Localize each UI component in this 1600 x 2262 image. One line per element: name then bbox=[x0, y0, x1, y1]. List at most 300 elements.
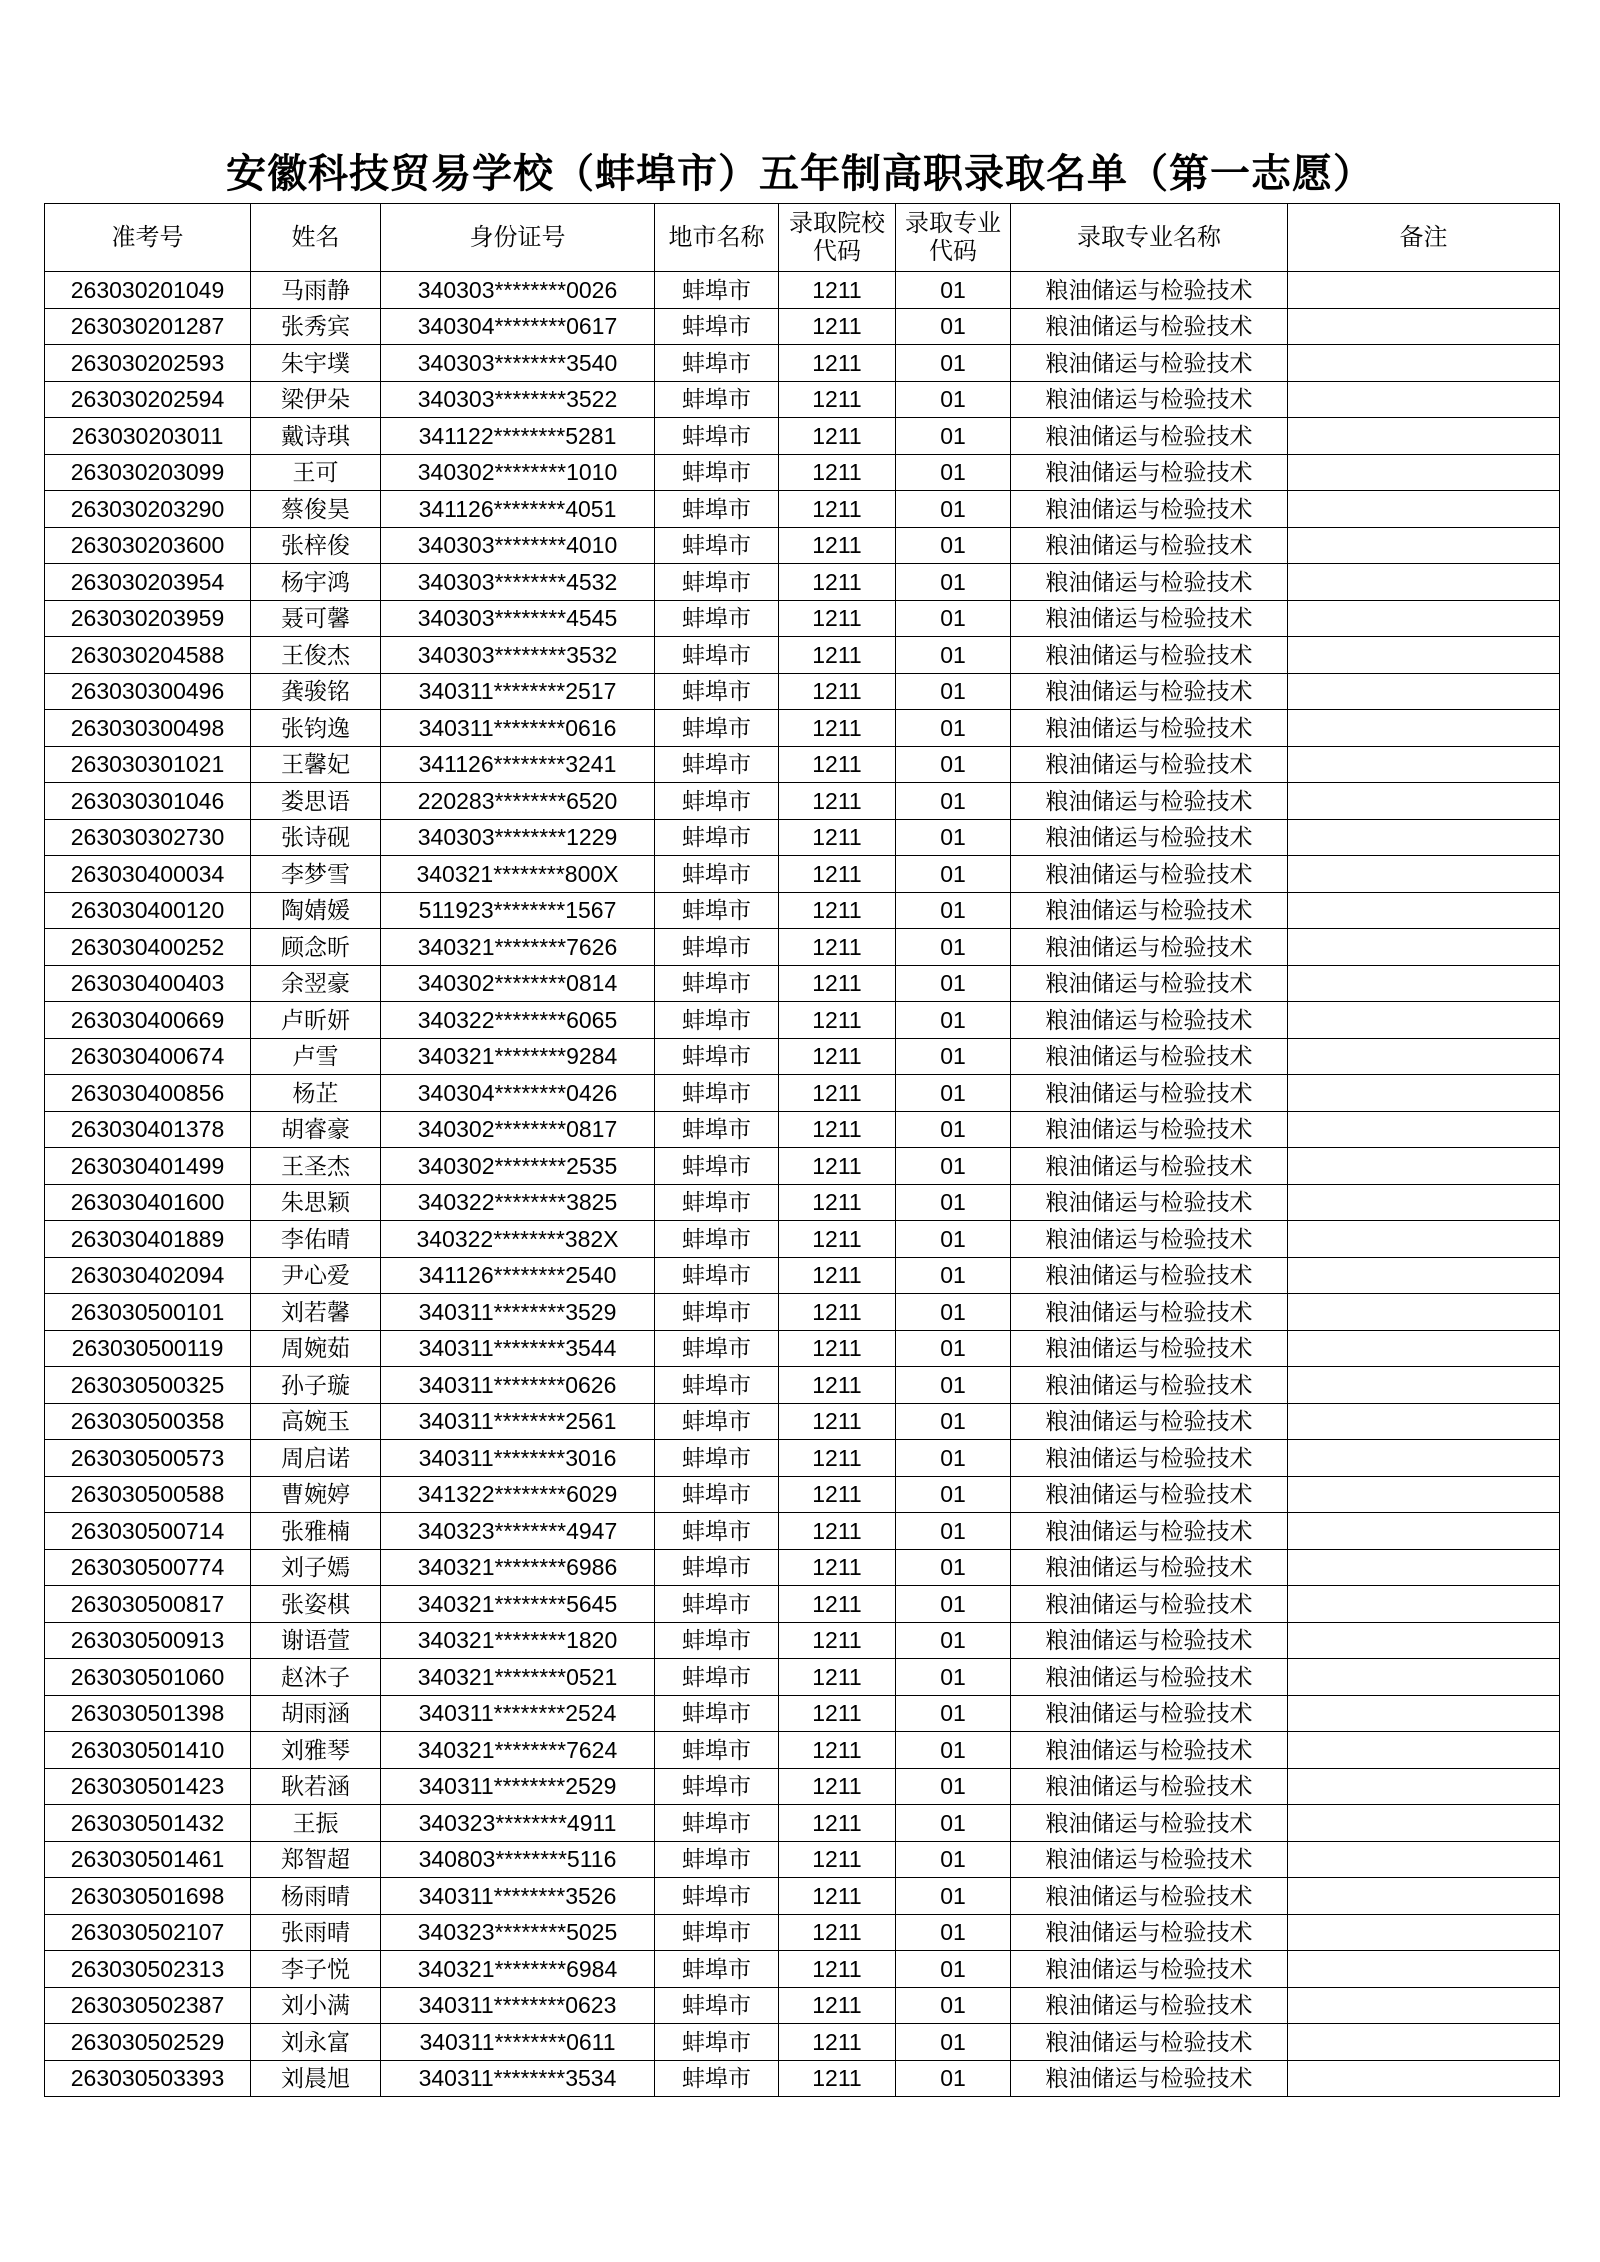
major-name-cell: 粮油储运与检验技术 bbox=[1011, 1841, 1288, 1878]
remarks-cell bbox=[1288, 1549, 1560, 1586]
table-row bbox=[45, 1294, 1560, 1331]
major-name-cell: 粮油储运与检验技术 bbox=[1011, 2060, 1288, 2097]
table-row bbox=[45, 1148, 1560, 1185]
major-name-cell: 粮油储运与检验技术 bbox=[1011, 527, 1288, 564]
exam-number-cell: 263030402094 bbox=[45, 1257, 251, 1294]
major-name-cell: 粮油储运与检验技术 bbox=[1011, 1987, 1288, 2024]
name-cell: 刘晨旭 bbox=[251, 2060, 381, 2097]
school-code-cell: 1211 bbox=[779, 1038, 896, 1075]
table-row bbox=[45, 1841, 1560, 1878]
city-cell: 蚌埠市 bbox=[655, 710, 779, 747]
id-number-cell: 340323********5025 bbox=[381, 1914, 655, 1951]
id-number-cell: 340311********3016 bbox=[381, 1440, 655, 1477]
exam-number-cell: 263030502313 bbox=[45, 1951, 251, 1988]
id-number-cell: 340311********0611 bbox=[381, 2024, 655, 2061]
table-row bbox=[45, 783, 1560, 820]
remarks-cell bbox=[1288, 892, 1560, 929]
id-number-cell: 340322********6065 bbox=[381, 1002, 655, 1039]
school-code-cell: 1211 bbox=[779, 929, 896, 966]
major-code-cell: 01 bbox=[896, 1257, 1011, 1294]
name-cell: 张雨晴 bbox=[251, 1914, 381, 1951]
school-code-cell: 1211 bbox=[779, 1111, 896, 1148]
major-name-cell: 粮油储运与检验技术 bbox=[1011, 1513, 1288, 1550]
major-code-cell: 01 bbox=[896, 819, 1011, 856]
exam-number-cell: 263030203011 bbox=[45, 418, 251, 455]
exam-number-cell: 263030502387 bbox=[45, 1987, 251, 2024]
city-cell: 蚌埠市 bbox=[655, 1440, 779, 1477]
table-row bbox=[45, 1403, 1560, 1440]
header-major-name: 录取专业名称 bbox=[1011, 204, 1288, 272]
table-row bbox=[45, 1440, 1560, 1477]
remarks-cell bbox=[1288, 929, 1560, 966]
city-cell: 蚌埠市 bbox=[655, 1221, 779, 1258]
school-code-cell: 1211 bbox=[779, 1622, 896, 1659]
remarks-cell bbox=[1288, 454, 1560, 491]
city-cell: 蚌埠市 bbox=[655, 1002, 779, 1039]
school-code-cell: 1211 bbox=[779, 819, 896, 856]
exam-number-cell: 263030202594 bbox=[45, 381, 251, 418]
city-cell: 蚌埠市 bbox=[655, 1878, 779, 1915]
id-number-cell: 340311********3534 bbox=[381, 2060, 655, 2097]
table-row bbox=[45, 381, 1560, 418]
major-code-cell: 01 bbox=[896, 856, 1011, 893]
remarks-cell bbox=[1288, 1513, 1560, 1550]
name-cell: 陶婧媛 bbox=[251, 892, 381, 929]
school-code-cell: 1211 bbox=[779, 1586, 896, 1623]
id-number-cell: 340302********0817 bbox=[381, 1111, 655, 1148]
major-code-cell: 01 bbox=[896, 1951, 1011, 1988]
major-code-cell: 01 bbox=[896, 1294, 1011, 1331]
table-row bbox=[45, 272, 1560, 309]
remarks-cell bbox=[1288, 746, 1560, 783]
table-row bbox=[45, 1695, 1560, 1732]
name-cell: 王可 bbox=[251, 454, 381, 491]
exam-number-cell: 263030500714 bbox=[45, 1513, 251, 1550]
city-cell: 蚌埠市 bbox=[655, 1841, 779, 1878]
city-cell: 蚌埠市 bbox=[655, 1695, 779, 1732]
exam-number-cell: 263030203959 bbox=[45, 600, 251, 637]
id-number-cell: 340321********800X bbox=[381, 856, 655, 893]
school-code-cell: 1211 bbox=[779, 1914, 896, 1951]
name-cell: 马雨静 bbox=[251, 272, 381, 309]
school-code-cell: 1211 bbox=[779, 1257, 896, 1294]
remarks-cell bbox=[1288, 2060, 1560, 2097]
remarks-cell bbox=[1288, 1768, 1560, 1805]
name-cell: 谢语萱 bbox=[251, 1622, 381, 1659]
school-code-cell: 1211 bbox=[779, 600, 896, 637]
exam-number-cell: 263030202593 bbox=[45, 345, 251, 382]
remarks-cell bbox=[1288, 1805, 1560, 1842]
exam-number-cell: 263030400403 bbox=[45, 965, 251, 1002]
name-cell: 戴诗琪 bbox=[251, 418, 381, 455]
school-code-cell: 1211 bbox=[779, 892, 896, 929]
major-code-cell: 01 bbox=[896, 1476, 1011, 1513]
header-id-number: 身份证号 bbox=[381, 204, 655, 272]
name-cell: 刘永富 bbox=[251, 2024, 381, 2061]
table-row bbox=[45, 564, 1560, 601]
remarks-cell bbox=[1288, 1148, 1560, 1185]
major-name-cell: 粮油储运与检验技术 bbox=[1011, 308, 1288, 345]
name-cell: 余翌豪 bbox=[251, 965, 381, 1002]
city-cell: 蚌埠市 bbox=[655, 1951, 779, 1988]
city-cell: 蚌埠市 bbox=[655, 1768, 779, 1805]
major-code-cell: 01 bbox=[896, 1732, 1011, 1769]
name-cell: 张秀宾 bbox=[251, 308, 381, 345]
name-cell: 王俊杰 bbox=[251, 637, 381, 674]
id-number-cell: 340304********0426 bbox=[381, 1075, 655, 1112]
school-code-cell: 1211 bbox=[779, 1148, 896, 1185]
remarks-cell bbox=[1288, 1257, 1560, 1294]
remarks-cell bbox=[1288, 1914, 1560, 1951]
table-row bbox=[45, 1111, 1560, 1148]
city-cell: 蚌埠市 bbox=[655, 308, 779, 345]
exam-number-cell: 263030302730 bbox=[45, 819, 251, 856]
remarks-cell bbox=[1288, 1878, 1560, 1915]
exam-number-cell: 263030203600 bbox=[45, 527, 251, 564]
name-cell: 蔡俊昊 bbox=[251, 491, 381, 528]
city-cell: 蚌埠市 bbox=[655, 929, 779, 966]
table-row bbox=[45, 710, 1560, 747]
city-cell: 蚌埠市 bbox=[655, 1732, 779, 1769]
major-name-cell: 粮油储运与检验技术 bbox=[1011, 1878, 1288, 1915]
school-code-cell: 1211 bbox=[779, 527, 896, 564]
name-cell: 杨宇鸿 bbox=[251, 564, 381, 601]
remarks-cell bbox=[1288, 1403, 1560, 1440]
remarks-cell bbox=[1288, 1586, 1560, 1623]
school-code-cell: 1211 bbox=[779, 1841, 896, 1878]
major-code-cell: 01 bbox=[896, 929, 1011, 966]
city-cell: 蚌埠市 bbox=[655, 1148, 779, 1185]
major-code-cell: 01 bbox=[896, 1659, 1011, 1696]
remarks-cell bbox=[1288, 637, 1560, 674]
city-cell: 蚌埠市 bbox=[655, 491, 779, 528]
major-code-cell: 01 bbox=[896, 564, 1011, 601]
name-cell: 胡睿豪 bbox=[251, 1111, 381, 1148]
major-code-cell: 01 bbox=[896, 1330, 1011, 1367]
id-number-cell: 340321********0521 bbox=[381, 1659, 655, 1696]
city-cell: 蚌埠市 bbox=[655, 1038, 779, 1075]
remarks-cell bbox=[1288, 1659, 1560, 1696]
id-number-cell: 340321********5645 bbox=[381, 1586, 655, 1623]
school-code-cell: 1211 bbox=[779, 1184, 896, 1221]
school-code-cell: 1211 bbox=[779, 1440, 896, 1477]
header-city: 地市名称 bbox=[655, 204, 779, 272]
remarks-cell bbox=[1288, 1184, 1560, 1221]
table-row bbox=[45, 418, 1560, 455]
exam-number-cell: 263030500101 bbox=[45, 1294, 251, 1331]
major-code-cell: 01 bbox=[896, 1914, 1011, 1951]
remarks-cell bbox=[1288, 381, 1560, 418]
exam-number-cell: 263030500913 bbox=[45, 1622, 251, 1659]
major-code-cell: 01 bbox=[896, 1367, 1011, 1404]
name-cell: 李佑晴 bbox=[251, 1221, 381, 1258]
major-name-cell: 粮油储运与检验技术 bbox=[1011, 1732, 1288, 1769]
major-name-cell: 粮油储运与检验技术 bbox=[1011, 1768, 1288, 1805]
id-number-cell: 341126********4051 bbox=[381, 491, 655, 528]
table-row bbox=[45, 2024, 1560, 2061]
remarks-cell bbox=[1288, 308, 1560, 345]
exam-number-cell: 263030204588 bbox=[45, 637, 251, 674]
table-row bbox=[45, 892, 1560, 929]
school-code-cell: 1211 bbox=[779, 1987, 896, 2024]
id-number-cell: 340302********2535 bbox=[381, 1148, 655, 1185]
table-row bbox=[45, 491, 1560, 528]
major-name-cell: 粮油储运与检验技术 bbox=[1011, 1184, 1288, 1221]
remarks-cell bbox=[1288, 1038, 1560, 1075]
table-body bbox=[45, 272, 1560, 2097]
remarks-cell bbox=[1288, 856, 1560, 893]
school-code-cell: 1211 bbox=[779, 1403, 896, 1440]
city-cell: 蚌埠市 bbox=[655, 637, 779, 674]
school-code-cell: 1211 bbox=[779, 1221, 896, 1258]
remarks-cell bbox=[1288, 564, 1560, 601]
city-cell: 蚌埠市 bbox=[655, 527, 779, 564]
school-code-cell: 1211 bbox=[779, 783, 896, 820]
header-major-code: 录取专业代码 bbox=[896, 204, 1011, 272]
major-code-cell: 01 bbox=[896, 272, 1011, 309]
city-cell: 蚌埠市 bbox=[655, 345, 779, 382]
id-number-cell: 340323********4911 bbox=[381, 1805, 655, 1842]
name-cell: 曹婉婷 bbox=[251, 1476, 381, 1513]
table-row bbox=[45, 856, 1560, 893]
major-name-cell: 粮油储运与检验技术 bbox=[1011, 1367, 1288, 1404]
major-name-cell: 粮油储运与检验技术 bbox=[1011, 819, 1288, 856]
school-code-cell: 1211 bbox=[779, 1476, 896, 1513]
major-name-cell: 粮油储运与检验技术 bbox=[1011, 1586, 1288, 1623]
name-cell: 王振 bbox=[251, 1805, 381, 1842]
table-row bbox=[45, 1914, 1560, 1951]
table-row bbox=[45, 746, 1560, 783]
id-number-cell: 340303********4532 bbox=[381, 564, 655, 601]
major-name-cell: 粮油储运与检验技术 bbox=[1011, 381, 1288, 418]
school-code-cell: 1211 bbox=[779, 2024, 896, 2061]
name-cell: 龚骏铭 bbox=[251, 673, 381, 710]
major-name-cell: 粮油储运与检验技术 bbox=[1011, 1075, 1288, 1112]
name-cell: 周启诺 bbox=[251, 1440, 381, 1477]
remarks-cell bbox=[1288, 1476, 1560, 1513]
major-code-cell: 01 bbox=[896, 1695, 1011, 1732]
id-number-cell: 340803********5116 bbox=[381, 1841, 655, 1878]
city-cell: 蚌埠市 bbox=[655, 1513, 779, 1550]
school-code-cell: 1211 bbox=[779, 1768, 896, 1805]
remarks-cell bbox=[1288, 1622, 1560, 1659]
school-code-cell: 1211 bbox=[779, 856, 896, 893]
city-cell: 蚌埠市 bbox=[655, 1184, 779, 1221]
city-cell: 蚌埠市 bbox=[655, 1586, 779, 1623]
major-code-cell: 01 bbox=[896, 710, 1011, 747]
city-cell: 蚌埠市 bbox=[655, 1330, 779, 1367]
major-code-cell: 01 bbox=[896, 1549, 1011, 1586]
major-name-cell: 粮油储运与检验技术 bbox=[1011, 345, 1288, 382]
id-number-cell: 340323********4947 bbox=[381, 1513, 655, 1550]
id-number-cell: 340322********382X bbox=[381, 1221, 655, 1258]
city-cell: 蚌埠市 bbox=[655, 1294, 779, 1331]
remarks-cell bbox=[1288, 491, 1560, 528]
major-code-cell: 01 bbox=[896, 1440, 1011, 1477]
major-code-cell: 01 bbox=[896, 1768, 1011, 1805]
remarks-cell bbox=[1288, 783, 1560, 820]
id-number-cell: 511923********1567 bbox=[381, 892, 655, 929]
table-row bbox=[45, 1038, 1560, 1075]
table-row bbox=[45, 819, 1560, 856]
id-number-cell: 340321********6986 bbox=[381, 1549, 655, 1586]
exam-number-cell: 263030503393 bbox=[45, 2060, 251, 2097]
exam-number-cell: 263030500358 bbox=[45, 1403, 251, 1440]
remarks-cell bbox=[1288, 1075, 1560, 1112]
major-code-cell: 01 bbox=[896, 2024, 1011, 2061]
major-name-cell: 粮油储运与检验技术 bbox=[1011, 1221, 1288, 1258]
major-code-cell: 01 bbox=[896, 527, 1011, 564]
exam-number-cell: 263030400856 bbox=[45, 1075, 251, 1112]
id-number-cell: 340302********0814 bbox=[381, 965, 655, 1002]
major-name-cell: 粮油储运与检验技术 bbox=[1011, 491, 1288, 528]
remarks-cell bbox=[1288, 1695, 1560, 1732]
school-code-cell: 1211 bbox=[779, 965, 896, 1002]
school-code-cell: 1211 bbox=[779, 308, 896, 345]
remarks-cell bbox=[1288, 673, 1560, 710]
remarks-cell bbox=[1288, 1221, 1560, 1258]
school-code-cell: 1211 bbox=[779, 637, 896, 674]
remarks-cell bbox=[1288, 1440, 1560, 1477]
exam-number-cell: 263030500588 bbox=[45, 1476, 251, 1513]
school-code-cell: 1211 bbox=[779, 1549, 896, 1586]
city-cell: 蚌埠市 bbox=[655, 783, 779, 820]
name-cell: 杨雨晴 bbox=[251, 1878, 381, 1915]
exam-number-cell: 263030401600 bbox=[45, 1184, 251, 1221]
id-number-cell: 340311********2524 bbox=[381, 1695, 655, 1732]
major-name-cell: 粮油储运与检验技术 bbox=[1011, 1659, 1288, 1696]
table-row bbox=[45, 1878, 1560, 1915]
name-cell: 梁伊朵 bbox=[251, 381, 381, 418]
city-cell: 蚌埠市 bbox=[655, 1403, 779, 1440]
name-cell: 胡雨涵 bbox=[251, 1695, 381, 1732]
major-name-cell: 粮油储运与检验技术 bbox=[1011, 1622, 1288, 1659]
table-row bbox=[45, 1732, 1560, 1769]
name-cell: 刘若馨 bbox=[251, 1294, 381, 1331]
name-cell: 聂可馨 bbox=[251, 600, 381, 637]
header-exam-number: 准考号 bbox=[45, 204, 251, 272]
major-code-cell: 01 bbox=[896, 637, 1011, 674]
major-name-cell: 粮油储运与检验技术 bbox=[1011, 1257, 1288, 1294]
exam-number-cell: 263030201287 bbox=[45, 308, 251, 345]
school-code-cell: 1211 bbox=[779, 345, 896, 382]
name-cell: 卢雪 bbox=[251, 1038, 381, 1075]
table-row bbox=[45, 600, 1560, 637]
major-name-cell: 粮油储运与检验技术 bbox=[1011, 1038, 1288, 1075]
exam-number-cell: 263030400034 bbox=[45, 856, 251, 893]
school-code-cell: 1211 bbox=[779, 1367, 896, 1404]
school-code-cell: 1211 bbox=[779, 1002, 896, 1039]
city-cell: 蚌埠市 bbox=[655, 1987, 779, 2024]
major-name-cell: 粮油储运与检验技术 bbox=[1011, 1148, 1288, 1185]
major-name-cell: 粮油储运与检验技术 bbox=[1011, 929, 1288, 966]
table-row bbox=[45, 1513, 1560, 1550]
name-cell: 王馨妃 bbox=[251, 746, 381, 783]
table-row bbox=[45, 308, 1560, 345]
name-cell: 杨芷 bbox=[251, 1075, 381, 1112]
city-cell: 蚌埠市 bbox=[655, 381, 779, 418]
city-cell: 蚌埠市 bbox=[655, 1257, 779, 1294]
remarks-cell bbox=[1288, 2024, 1560, 2061]
name-cell: 赵沐子 bbox=[251, 1659, 381, 1696]
city-cell: 蚌埠市 bbox=[655, 2060, 779, 2097]
major-name-cell: 粮油储运与检验技术 bbox=[1011, 1440, 1288, 1477]
major-code-cell: 01 bbox=[896, 345, 1011, 382]
major-code-cell: 01 bbox=[896, 1403, 1011, 1440]
school-code-cell: 1211 bbox=[779, 418, 896, 455]
name-cell: 卢昕妍 bbox=[251, 1002, 381, 1039]
school-code-cell: 1211 bbox=[779, 1878, 896, 1915]
name-cell: 朱思颖 bbox=[251, 1184, 381, 1221]
school-code-cell: 1211 bbox=[779, 1659, 896, 1696]
exam-number-cell: 263030401889 bbox=[45, 1221, 251, 1258]
table-row bbox=[45, 1330, 1560, 1367]
exam-number-cell: 263030501423 bbox=[45, 1768, 251, 1805]
city-cell: 蚌埠市 bbox=[655, 892, 779, 929]
table-row bbox=[45, 1002, 1560, 1039]
school-code-cell: 1211 bbox=[779, 2060, 896, 2097]
exam-number-cell: 263030300496 bbox=[45, 673, 251, 710]
remarks-cell bbox=[1288, 600, 1560, 637]
table-row bbox=[45, 1622, 1560, 1659]
exam-number-cell: 263030400669 bbox=[45, 1002, 251, 1039]
city-cell: 蚌埠市 bbox=[655, 600, 779, 637]
exam-number-cell: 263030300498 bbox=[45, 710, 251, 747]
id-number-cell: 340303********4545 bbox=[381, 600, 655, 637]
name-cell: 张钧逸 bbox=[251, 710, 381, 747]
major-name-cell: 粮油储运与检验技术 bbox=[1011, 1330, 1288, 1367]
name-cell: 顾念昕 bbox=[251, 929, 381, 966]
city-cell: 蚌埠市 bbox=[655, 673, 779, 710]
major-code-cell: 01 bbox=[896, 1987, 1011, 2024]
table-row bbox=[45, 1257, 1560, 1294]
table-row bbox=[45, 1951, 1560, 1988]
table-row bbox=[45, 1549, 1560, 1586]
id-number-cell: 340311********3544 bbox=[381, 1330, 655, 1367]
name-cell: 耿若涵 bbox=[251, 1768, 381, 1805]
remarks-cell bbox=[1288, 710, 1560, 747]
name-cell: 郑智超 bbox=[251, 1841, 381, 1878]
major-code-cell: 01 bbox=[896, 1075, 1011, 1112]
major-code-cell: 01 bbox=[896, 1586, 1011, 1623]
table-row bbox=[45, 637, 1560, 674]
exam-number-cell: 263030501461 bbox=[45, 1841, 251, 1878]
exam-number-cell: 263030400252 bbox=[45, 929, 251, 966]
school-code-cell: 1211 bbox=[779, 1805, 896, 1842]
table-row bbox=[45, 929, 1560, 966]
city-cell: 蚌埠市 bbox=[655, 454, 779, 491]
exam-number-cell: 263030500774 bbox=[45, 1549, 251, 1586]
exam-number-cell: 263030400674 bbox=[45, 1038, 251, 1075]
major-name-cell: 粮油储运与检验技术 bbox=[1011, 965, 1288, 1002]
city-cell: 蚌埠市 bbox=[655, 1367, 779, 1404]
exam-number-cell: 263030501410 bbox=[45, 1732, 251, 1769]
table-row bbox=[45, 454, 1560, 491]
school-code-cell: 1211 bbox=[779, 564, 896, 601]
city-cell: 蚌埠市 bbox=[655, 272, 779, 309]
exam-number-cell: 263030500817 bbox=[45, 1586, 251, 1623]
city-cell: 蚌埠市 bbox=[655, 1914, 779, 1951]
id-number-cell: 340311********0626 bbox=[381, 1367, 655, 1404]
remarks-cell bbox=[1288, 1294, 1560, 1331]
school-code-cell: 1211 bbox=[779, 1513, 896, 1550]
exam-number-cell: 263030203954 bbox=[45, 564, 251, 601]
exam-number-cell: 263030502107 bbox=[45, 1914, 251, 1951]
remarks-cell bbox=[1288, 1367, 1560, 1404]
city-cell: 蚌埠市 bbox=[655, 746, 779, 783]
city-cell: 蚌埠市 bbox=[655, 856, 779, 893]
id-number-cell: 340303********1229 bbox=[381, 819, 655, 856]
